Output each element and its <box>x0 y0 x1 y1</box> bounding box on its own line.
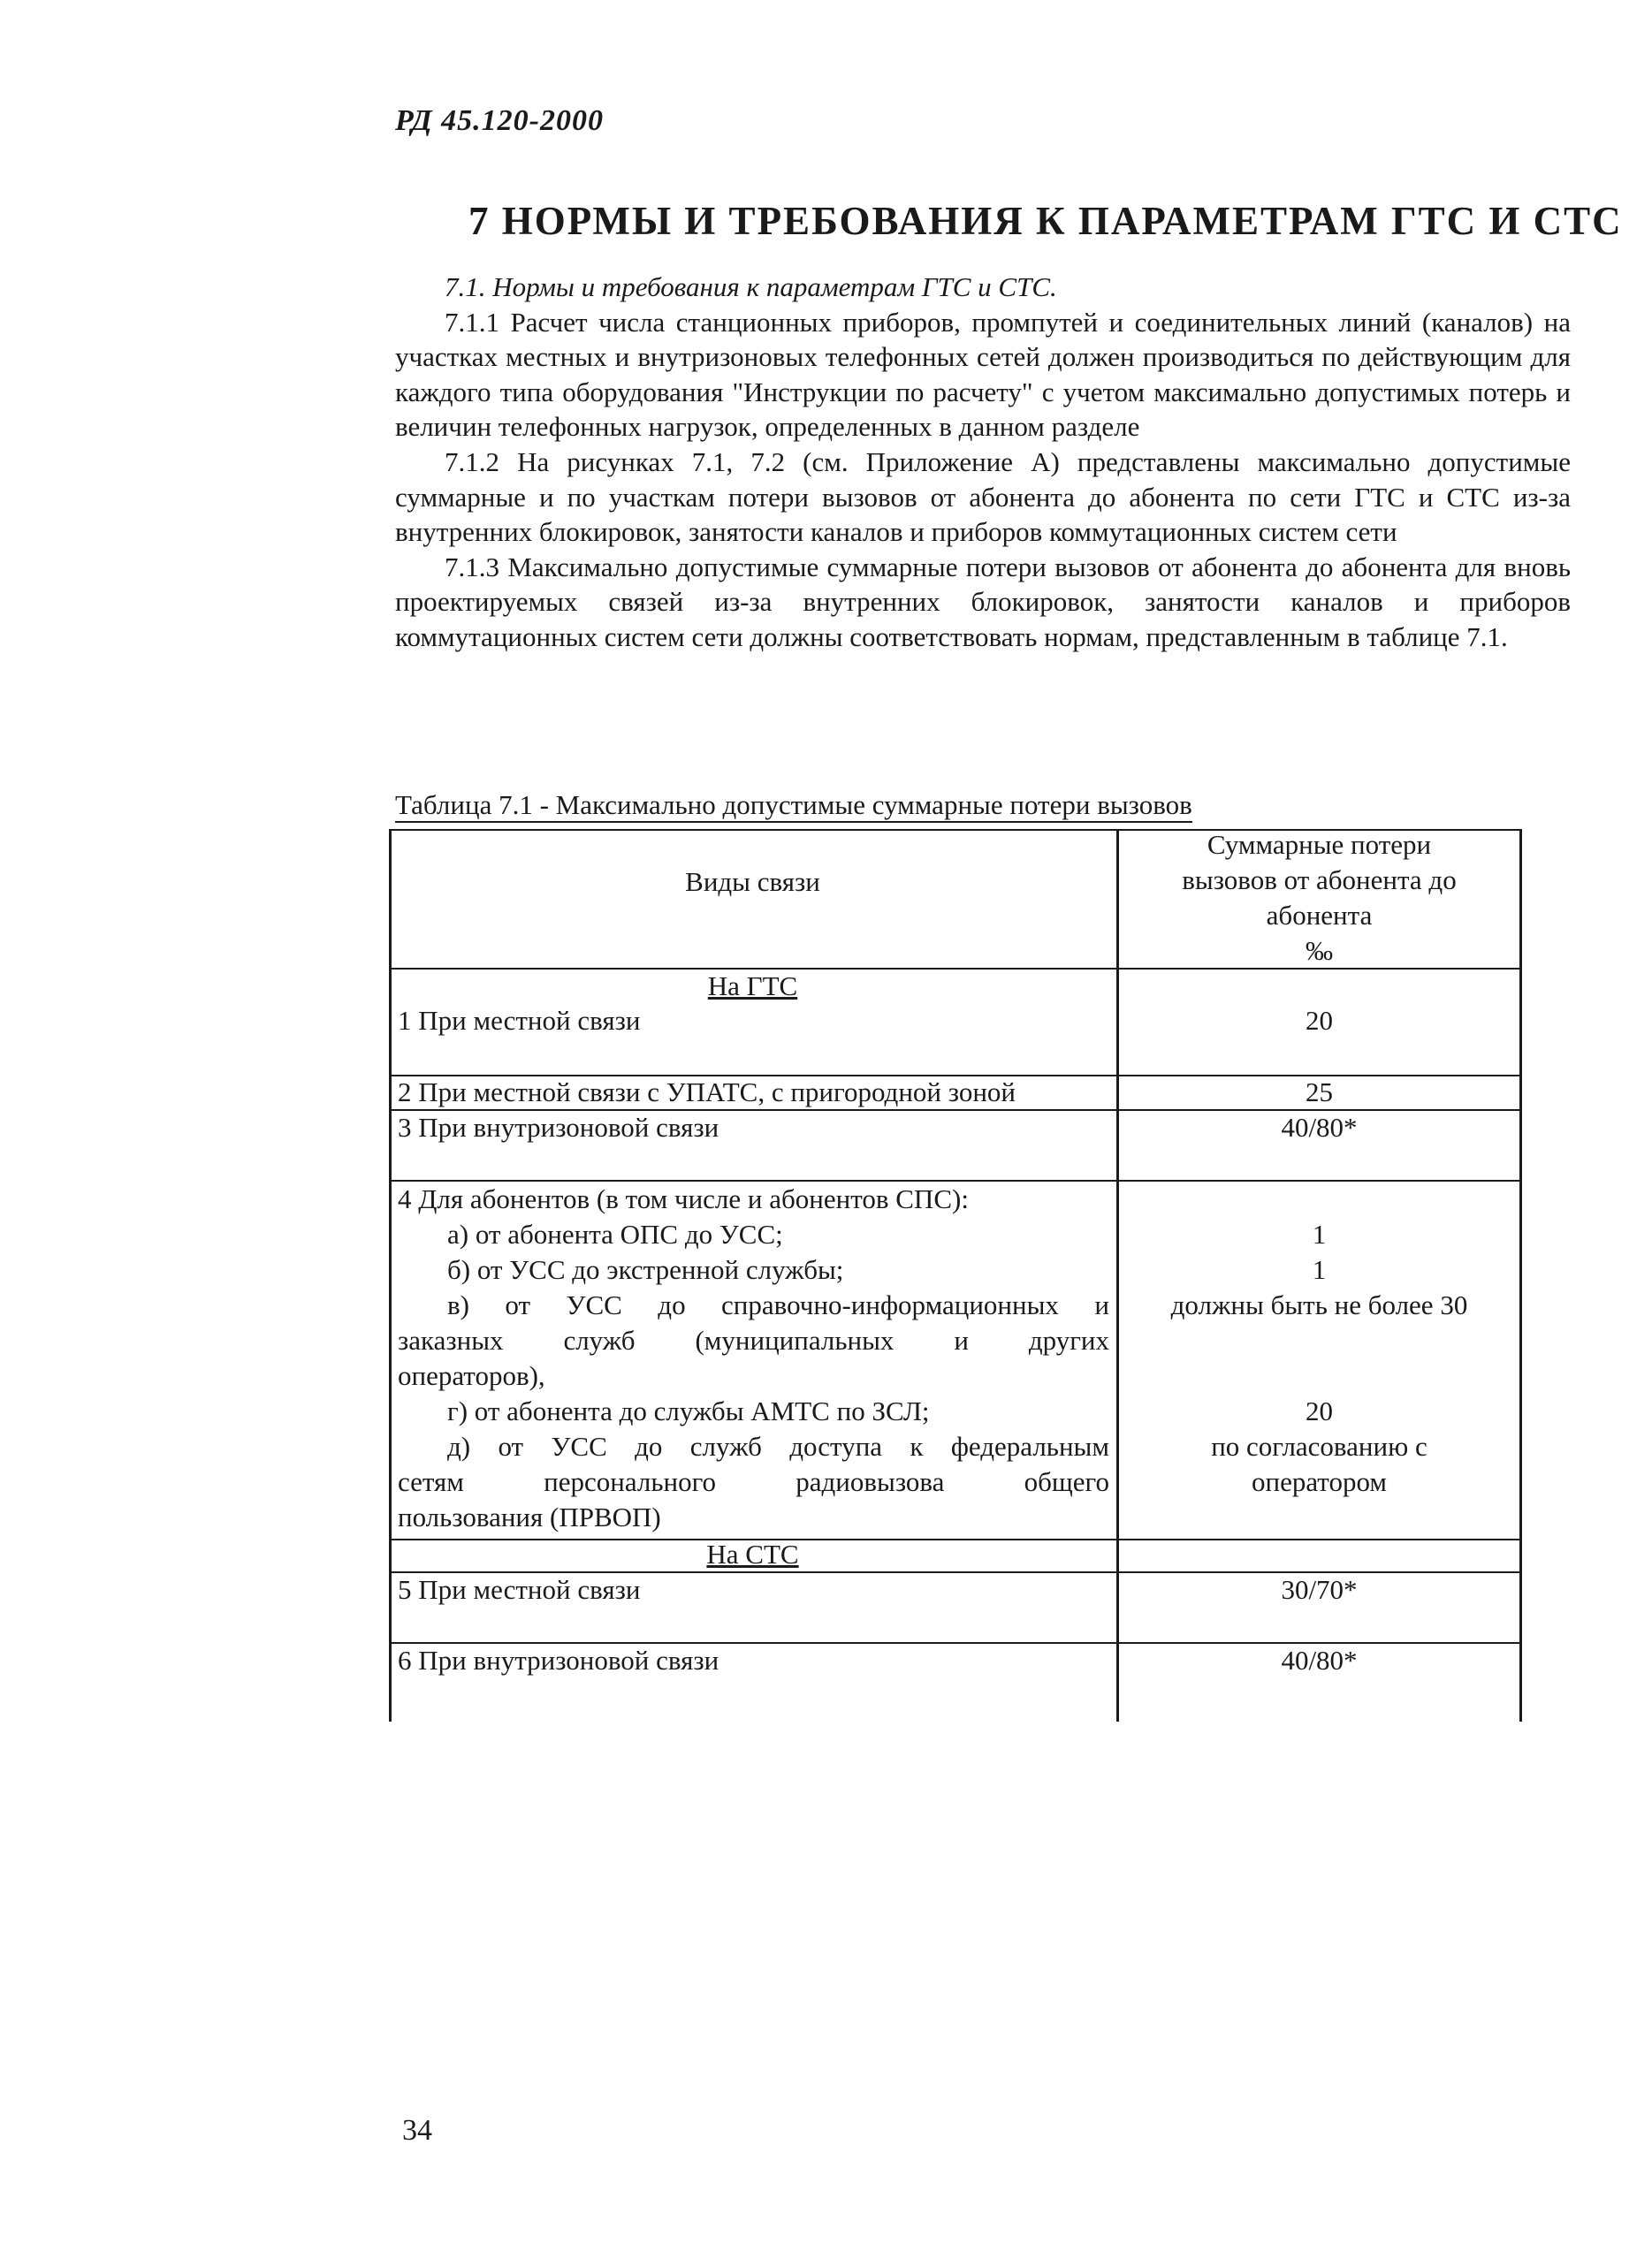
row-4b-label: б) от УСС до экстренной службы; <box>447 1254 844 1285</box>
table-border-right <box>1519 829 1522 1722</box>
row-4d-label-line1: д) от УСС до служб доступа к федеральным <box>447 1431 1109 1462</box>
paragraph-7-1-3: 7.1.3 Максимально допустимые суммарные потери вызовов от абонента до абонента для вновь проектируемых связей из-за внутренних блокировок, занятости каналов и приборов коммутационных систем сети должны соответствовать нормам, представленным в таблице 7.1. <box>395 551 1571 652</box>
losses-table <box>389 829 1522 1722</box>
body-text <box>395 270 1571 655</box>
row-4v-value: должны быть не более 30 <box>1170 1289 1468 1320</box>
row-6-label: 6 При внутризоновой связи <box>398 1645 719 1676</box>
row-4g-value: 20 <box>1306 1395 1333 1426</box>
row-4v-label-line3: операторов), <box>398 1360 545 1391</box>
row-4g-label: г) от абонента до службы АМТС по ЗСЛ; <box>447 1395 930 1426</box>
row-3-label: 3 При внутризоновой связи <box>398 1112 719 1143</box>
row-4v-label-line1: в) от УСС до справочно-информационных и <box>447 1289 1109 1320</box>
row-4d-value-line2: оператором <box>1252 1466 1387 1497</box>
row-3-value: 40/80* <box>1281 1112 1358 1143</box>
section-title: 7 НОРМЫ И ТРЕБОВАНИЯ К ПАРАМЕТРАМ ГТС И СТС <box>468 199 1623 243</box>
row-4v-label-line2: заказных служб (муниципальных и других <box>398 1325 1109 1356</box>
gts-heading: На ГТС <box>707 970 798 1001</box>
row-4b-value: 1 <box>1312 1254 1327 1285</box>
document-code: РД 45.120-2000 <box>395 104 604 137</box>
sts-heading: На СТС <box>706 1539 799 1570</box>
paragraph-7-1-2: 7.1.2 На рисунках 7.1, 7.2 (см. Приложение А) представлены максимально допустимые суммарные и по участкам потери вызовов от абонента до абонента по сети ГТС и СТС из-за внутренних блокировок, занятости каналов и приборов коммутационных систем сети <box>395 445 1571 548</box>
row-1-value: 20 <box>1306 1005 1333 1036</box>
row-5-label: 5 При местной связи <box>398 1574 641 1605</box>
paragraph-7-1-1: 7.1.1 Расчет числа станционных приборов, промпутей и соединительных линий (каналов) на участках местных и внутризоновых телефонных сетей должен производиться по действующим для каждого типа оборудования "Инструкции по расчету" с учетом максимально допустимых потерь и величин телефонных нагрузок, определенных в данном разделе <box>395 306 1571 443</box>
row-1-label: 1 При местной связи <box>398 1005 641 1036</box>
row-2-label: 2 При местной связи с УПАТС, с пригородной зоной <box>398 1076 1016 1107</box>
row-4d-label-line2: сетям персонального радиовызова общего <box>398 1466 1109 1497</box>
page-number: 34 <box>402 2114 432 2147</box>
row-4a-value: 1 <box>1312 1219 1327 1250</box>
table-border-left <box>389 829 392 1722</box>
row-4d-value-line1: по согласованию с <box>1211 1431 1427 1462</box>
row-4a-label: а) от абонента ОПС до УСС; <box>447 1219 783 1250</box>
row-4-label: 4 Для абонентов (в том числе и абонентов СПС): <box>398 1183 969 1214</box>
row-5-value: 30/70* <box>1281 1574 1358 1605</box>
table-caption: Таблица 7.1 - Максимально допустимые суммарные потери вызовов <box>395 789 1192 820</box>
paragraph-7-1: 7.1. Нормы и требования к параметрам ГТС и СТС. <box>445 271 1057 302</box>
column-header-kind: Виды связи <box>685 866 820 897</box>
row-4d-label-line3: пользования (ПРВОП) <box>398 1502 661 1532</box>
row-6-value: 40/80* <box>1281 1645 1358 1676</box>
column-header-losses: Суммарные потери вызовов от абонента до абонента ‰ <box>1182 829 1457 966</box>
row-2-value: 25 <box>1306 1076 1333 1107</box>
